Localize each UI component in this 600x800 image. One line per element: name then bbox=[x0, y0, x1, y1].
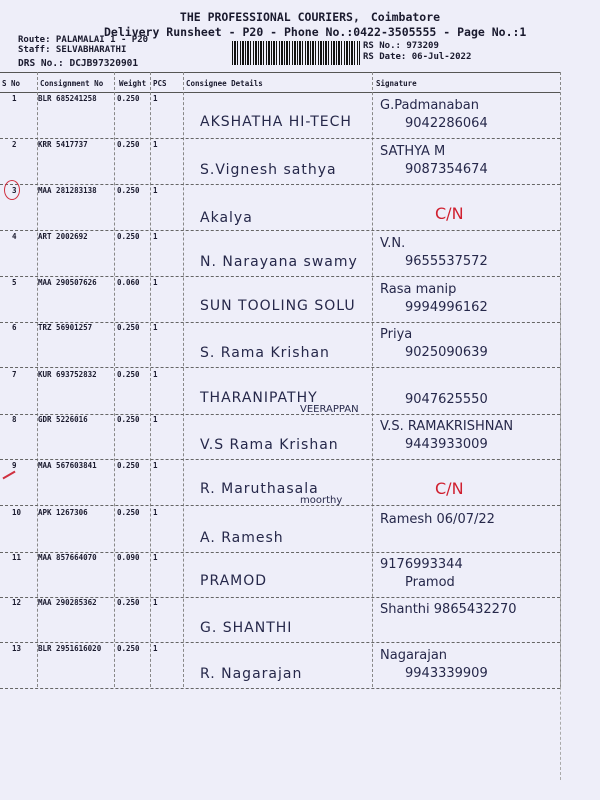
company-header bbox=[0, 10, 600, 24]
row-pcs: 1 bbox=[153, 370, 158, 379]
row-signature: C/N bbox=[435, 204, 464, 223]
row-consignee-name-line2: VEERAPPAN bbox=[300, 404, 359, 415]
row-sno: 7 bbox=[12, 370, 17, 379]
row-signature-phone: 9047625550 bbox=[405, 392, 488, 407]
table-top-border bbox=[0, 72, 560, 73]
row-consignee-name: SUN TOOLING SOLU bbox=[200, 298, 356, 314]
row-separator bbox=[0, 230, 560, 231]
row-consignee-name: THARANIPATHY bbox=[200, 390, 318, 406]
col-header-sno: S No bbox=[2, 79, 21, 88]
row-consignee-name: V.S Rama Krishan bbox=[200, 437, 339, 453]
row-separator bbox=[0, 688, 560, 689]
row-consignment-no: KRR 5417737 bbox=[38, 140, 88, 149]
rs-number: RS No.: 973209 bbox=[363, 41, 439, 51]
row-sno: 10 bbox=[12, 508, 22, 517]
row-consignment-no: MAA 290507626 bbox=[38, 278, 97, 287]
row-separator bbox=[0, 642, 560, 643]
row-signature: 9176993344 bbox=[380, 557, 463, 572]
row-signature-phone: 9655537572 bbox=[405, 254, 488, 269]
row-signature-phone: Pramod bbox=[405, 575, 455, 590]
row-sno: 6 bbox=[12, 323, 17, 332]
row-consignee-name: AKSHATHA HI-TECH bbox=[200, 114, 352, 130]
row-signature: Ramesh 06/07/22 bbox=[380, 512, 495, 527]
row-consignment-no: MAA 567603841 bbox=[38, 461, 97, 470]
row-consignee-name-line2: moorthy bbox=[300, 495, 343, 506]
row-signature-phone: 9994996162 bbox=[405, 300, 488, 315]
row-pcs: 1 bbox=[153, 278, 158, 287]
row-weight: 0.250 bbox=[117, 94, 140, 103]
row-weight: 0.250 bbox=[117, 232, 140, 241]
row-consignment-no: MAA 290285362 bbox=[38, 598, 97, 607]
row-consignee-name: Akalya bbox=[200, 210, 253, 226]
col-divider bbox=[37, 72, 38, 687]
row-consignment-no: APK 1267306 bbox=[38, 508, 88, 517]
row-weight: 0.060 bbox=[117, 278, 140, 287]
row-signature-phone: 9443933009 bbox=[405, 437, 488, 452]
row-separator bbox=[0, 505, 560, 506]
page-edge-line bbox=[560, 300, 562, 780]
row-signature-phone: 9943339909 bbox=[405, 666, 488, 681]
row-weight: 0.250 bbox=[117, 461, 140, 470]
row-signature-phone: 9042286064 bbox=[405, 116, 488, 131]
row-sno: 1 bbox=[12, 94, 17, 103]
row-pcs: 1 bbox=[153, 644, 158, 653]
col-header-consignment: Consignment No bbox=[40, 79, 104, 88]
row-pcs: 1 bbox=[153, 186, 158, 195]
row-consignment-no: BLR 685241258 bbox=[38, 94, 97, 103]
row-pcs: 1 bbox=[153, 232, 158, 241]
row-pcs: 1 bbox=[153, 323, 158, 332]
row-weight: 0.250 bbox=[117, 370, 140, 379]
route-info: Route: PALAMALAI 1 - P20 bbox=[18, 35, 149, 45]
col-divider bbox=[150, 72, 151, 687]
col-header-weight: Weight bbox=[119, 79, 147, 88]
col-divider bbox=[372, 72, 373, 687]
row-signature: SATHYA M bbox=[380, 144, 446, 159]
col-header-consignee: Consignee Details bbox=[186, 79, 263, 88]
row-consignee-name: A. Ramesh bbox=[200, 530, 284, 546]
row-sno: 9 bbox=[12, 461, 17, 470]
row-sno: 8 bbox=[12, 415, 17, 424]
row-consignment-no: ART 2002692 bbox=[38, 232, 88, 241]
col-header-pcs: PCS bbox=[153, 79, 167, 88]
row-pcs: 1 bbox=[153, 415, 158, 424]
company-name: THE PROFESSIONAL COURIERS, bbox=[179, 10, 360, 24]
row-consignment-no: TRZ 56901257 bbox=[38, 323, 93, 332]
row-pcs: 1 bbox=[153, 553, 158, 562]
table-header-border bbox=[0, 92, 560, 93]
col-divider bbox=[183, 72, 184, 687]
row-sno: 11 bbox=[12, 553, 22, 562]
row-sno: 13 bbox=[12, 644, 22, 653]
row-weight: 0.250 bbox=[117, 415, 140, 424]
row-separator bbox=[0, 459, 560, 460]
row-sno: 3 bbox=[12, 186, 17, 195]
row-weight: 0.250 bbox=[117, 140, 140, 149]
row-sno: 4 bbox=[12, 232, 17, 241]
row-signature: G.Padmanaban bbox=[380, 98, 479, 113]
row-consignee-name: N. Narayana swamy bbox=[200, 254, 358, 270]
red-tick-mark bbox=[2, 471, 15, 480]
row-weight: 0.250 bbox=[117, 598, 140, 607]
row-pcs: 1 bbox=[153, 508, 158, 517]
row-signature: C/N bbox=[435, 479, 464, 498]
drs-number: DRS No.: DCJB97320901 bbox=[18, 58, 139, 69]
company-city: Coimbatore bbox=[370, 10, 441, 24]
row-pcs: 1 bbox=[153, 461, 158, 470]
row-consignee-name: S. Rama Krishan bbox=[200, 345, 330, 361]
row-signature: Rasa manip bbox=[380, 282, 457, 297]
row-separator bbox=[0, 184, 560, 185]
runsheet-title: Delivery Runsheet - P20 - Phone No.:0422-3505555 - Page No.:1 bbox=[104, 25, 527, 39]
staff-info: Staff: SELVABHARATHI bbox=[18, 45, 127, 55]
row-consignee-name: S.Vignesh sathya bbox=[200, 162, 337, 178]
row-consignee-name: R. Nagarajan bbox=[200, 666, 303, 682]
row-signature: Nagarajan bbox=[380, 648, 448, 663]
row-weight: 0.250 bbox=[117, 508, 140, 517]
row-signature: Priya bbox=[380, 327, 413, 342]
row-consignment-no: GDR 5226016 bbox=[38, 415, 88, 424]
row-consignment-no: MAA 857664070 bbox=[38, 553, 97, 562]
row-weight: 0.250 bbox=[117, 186, 140, 195]
row-pcs: 1 bbox=[153, 94, 158, 103]
row-signature-phone: 9025090639 bbox=[405, 345, 488, 360]
row-sno: 2 bbox=[12, 140, 17, 149]
red-circle-mark bbox=[4, 180, 20, 200]
row-signature: V.S. RAMAKRISHNAN bbox=[380, 419, 514, 434]
col-divider bbox=[114, 72, 115, 687]
row-signature: V.N. bbox=[380, 236, 406, 251]
row-separator bbox=[0, 367, 560, 368]
row-signature: Shanthi 9865432270 bbox=[380, 602, 517, 617]
rs-date: RS Date: 06-Jul-2022 bbox=[363, 52, 472, 62]
row-weight: 0.250 bbox=[117, 644, 140, 653]
row-separator bbox=[0, 138, 560, 139]
row-consignee-name: G. SHANTHI bbox=[200, 620, 293, 636]
row-consignment-no: KUR 693752832 bbox=[38, 370, 97, 379]
barcode-image bbox=[232, 41, 360, 65]
row-consignee-name: R. Maruthasala bbox=[200, 481, 319, 497]
col-header-signature: Signature bbox=[376, 79, 417, 88]
row-consignee-name: PRAMOD bbox=[200, 573, 268, 589]
row-signature-phone: 9087354674 bbox=[405, 162, 488, 177]
row-sno: 5 bbox=[12, 278, 17, 287]
row-weight: 0.250 bbox=[117, 323, 140, 332]
row-sno: 12 bbox=[12, 598, 22, 607]
row-pcs: 1 bbox=[153, 140, 158, 149]
row-separator bbox=[0, 276, 560, 277]
row-consignment-no: MAA 281283138 bbox=[38, 186, 97, 195]
row-weight: 0.090 bbox=[117, 553, 140, 562]
row-consignment-no: BLR 2951616020 bbox=[38, 644, 102, 653]
row-pcs: 1 bbox=[153, 598, 158, 607]
